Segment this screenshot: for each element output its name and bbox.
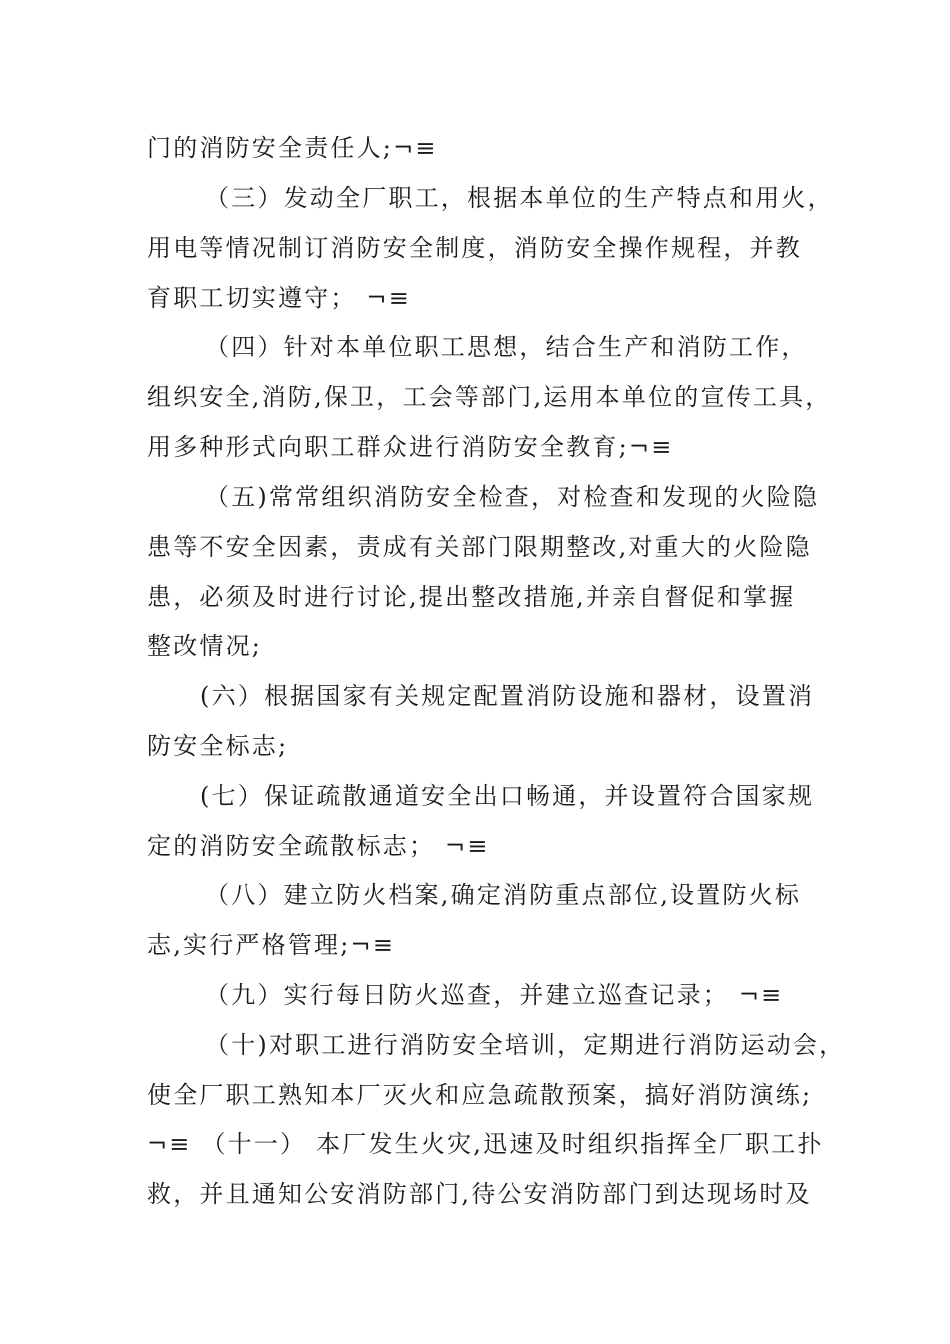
text-line: 整改情况; [147,632,263,660]
text-line: (六）根据国家有关规定配置消防设施和器材，设置消 [200,682,815,710]
text-line: 用多种形式向职工群众进行消防安全教育;¬≡ [147,433,674,461]
text-line: 组织安全,消防,保卫，工会等部门,运用本单位的宣传工具， [147,383,832,411]
text-line: （八）建立防火档案,确定消防重点部位,设置防火标 [205,881,802,909]
text-line: 志,实行严格管理;¬≡ [147,931,396,959]
text-line: （九）实行每日防火巡查，并建立巡查记录； ¬≡ [205,981,784,1009]
text-line: 患等不安全因素，责成有关部门限期整改,对重大的火险隐 [147,533,812,561]
text-line: （五)常常组织消防安全检查，对检查和发现的火险隐 [205,483,820,511]
text-line: ¬≡ （十一） 本厂发生火灾,迅速及时组织指挥全厂职工扑 [147,1130,824,1158]
text-line: 救，并且通知公安消防部门,待公安消防部门到达现场时及 [147,1180,812,1208]
text-line: （三）发动全厂职工，根据本单位的生产特点和用火， [205,184,834,212]
text-line: （十)对职工进行消防安全培训，定期进行消防运动会， [205,1031,846,1059]
text-line: 用电等情况制订消防安全制度，消防安全操作规程，并教 [147,234,802,262]
text-line: 育职工切实遵守； ¬≡ [147,284,412,312]
text-line: （四）针对本单位职工思想，结合生产和消防工作， [205,333,808,361]
text-line: 防安全标志; [147,732,289,760]
text-line: 门的消防安全责任人;¬≡ [147,134,438,162]
text-line: 使全厂职工熟知本厂灭火和应急疏散预案，搞好消防演练; [147,1081,813,1109]
text-line: 患，必须及时进行讨论,提出整改措施,并亲自督促和掌握 [147,583,796,611]
text-line: (七）保证疏散通道安全出口畅通，并设置符合国家规 [200,782,815,810]
text-line: 定的消防安全疏散标志； ¬≡ [147,832,490,860]
